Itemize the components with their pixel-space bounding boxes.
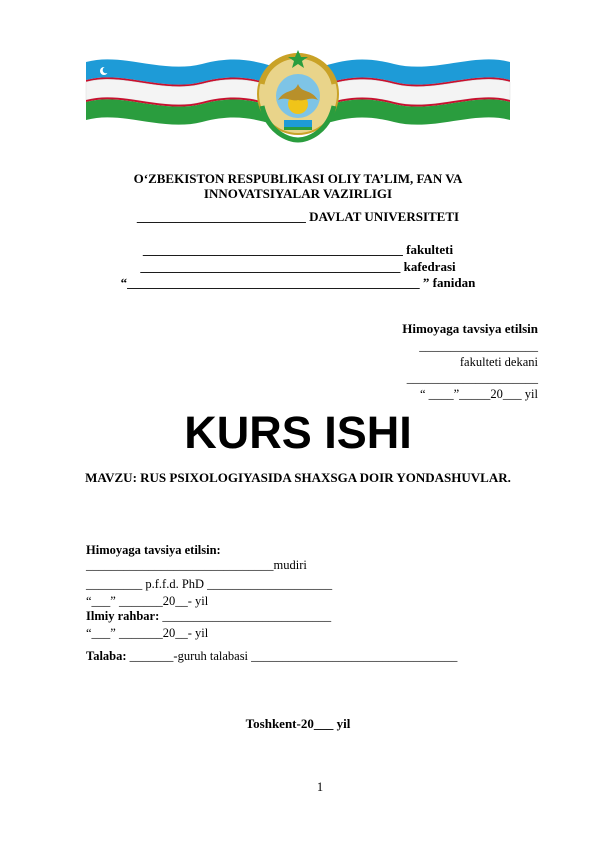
university-line: __________________________ DAVLAT UNIVERSITETI <box>136 209 460 224</box>
left-flag <box>86 59 272 124</box>
dean-label: fakulteti dekani <box>459 355 538 369</box>
document-title: KURS ISHI <box>184 407 412 458</box>
student-label: Talaba: <box>86 649 127 663</box>
city-year: Toshkent-20___ yil <box>245 716 351 731</box>
approval-signature-line: ___________________ <box>419 339 538 353</box>
faculty-line: ________________________________________ fakulteti <box>142 242 454 257</box>
department-line: ________________________________________ kafedrasi <box>140 259 456 274</box>
student-line: _______-guruh talabasi _________________________________ <box>126 649 458 663</box>
subject-line: “_____________________________________________ ” fanidan <box>120 275 476 290</box>
supervisor-row <box>86 609 331 624</box>
coat-of-arms-emblem <box>258 50 338 140</box>
state-emblem-banner <box>82 44 514 144</box>
approval-date: “ ____”_____20___ yil <box>419 387 538 401</box>
topic-line: MAVZU: RUS PSIXOLOGIYASIDA SHAXSGA DOIR YONDASHUVLAR. <box>85 470 511 485</box>
supervisor-line: ___________________________ <box>159 609 332 623</box>
ministry-line-2: INNOVATSIYALAR VAZIRLIGI <box>203 186 393 201</box>
supervisor-label: Ilmiy rahbar: <box>86 609 160 623</box>
bottom-approval-heading: Himoyaga tavsiya etilsin: <box>86 543 221 557</box>
date-line-1: “___” _______20__- yil <box>86 594 209 608</box>
ministry-line-1: O‘ZBEKISTON RESPUBLIKASI OLIY TA’LIM, FAN VA <box>133 171 463 186</box>
student-row <box>86 649 457 664</box>
right-flag <box>324 59 510 124</box>
head-of-department-line: ______________________________mudiri <box>86 558 307 572</box>
date-line-2: “___” _______20__- yil <box>86 626 209 640</box>
approval-heading: Himoyaga tavsiya etilsin <box>402 321 538 336</box>
dean-signature-line: _____________________ <box>406 371 538 385</box>
flag-emblem-image <box>82 44 514 144</box>
phd-line: _________ p.f.f.d. PhD ____________________ <box>86 577 333 591</box>
page-number: 1 <box>316 780 324 794</box>
